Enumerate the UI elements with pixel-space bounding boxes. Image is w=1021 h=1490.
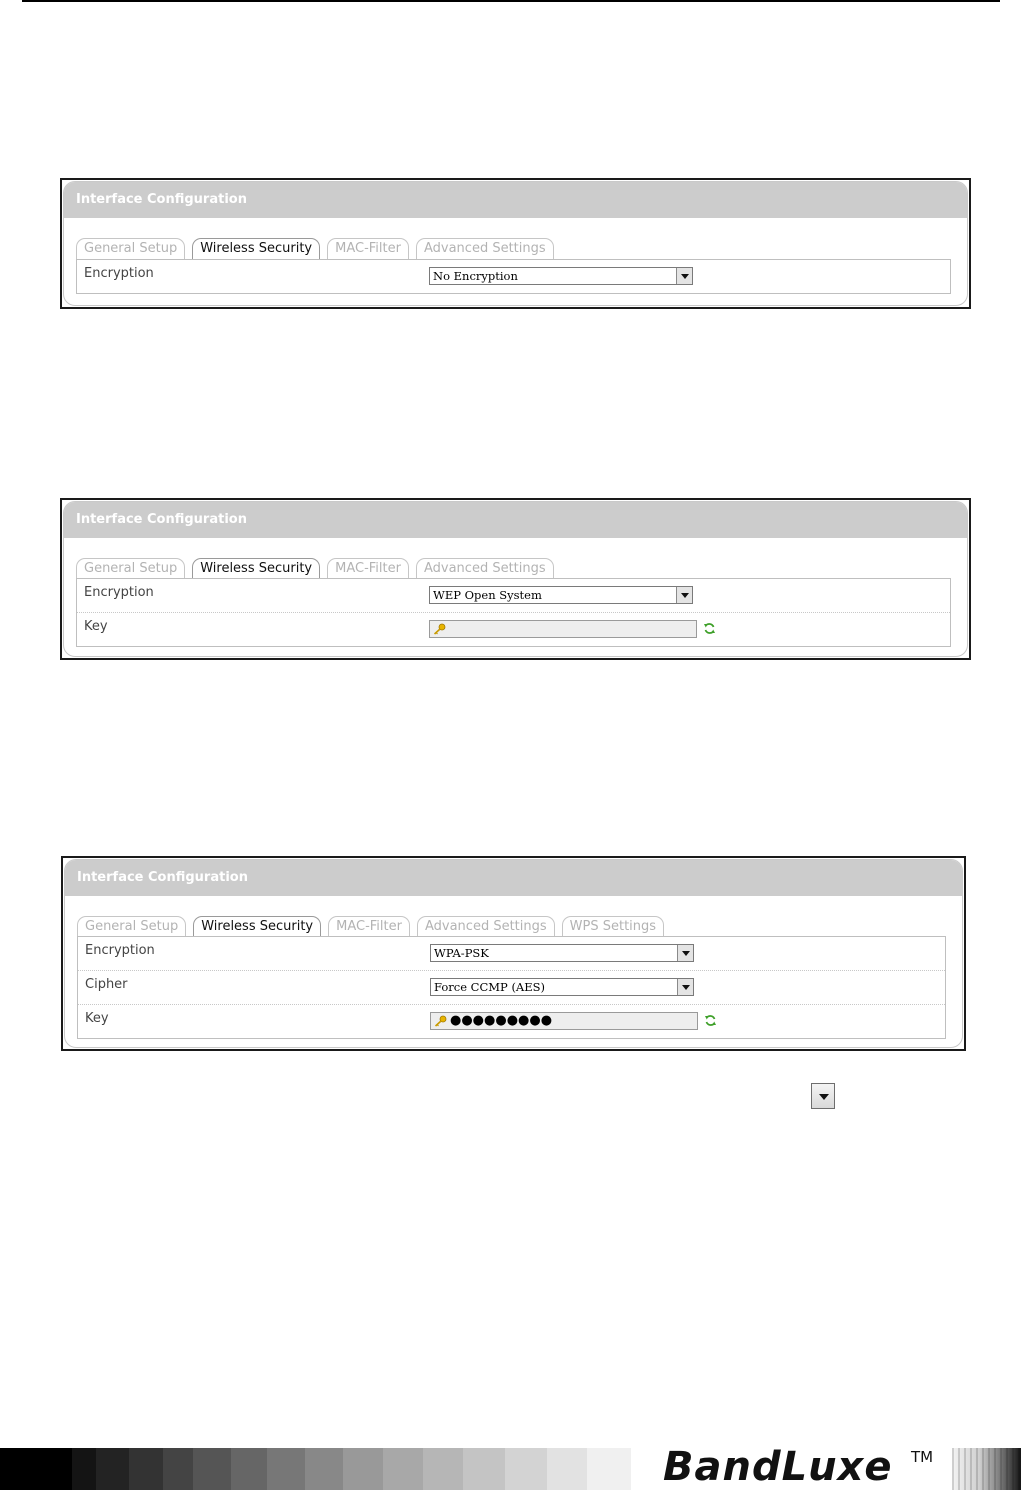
top-rule xyxy=(22,0,1000,2)
tab-mac-filter[interactable]: MAC-Filter xyxy=(328,916,410,937)
bandluxe-logo: BandLuxe xyxy=(663,1444,893,1490)
gray-swatch xyxy=(0,1448,72,1490)
encryption-select[interactable] xyxy=(430,944,694,962)
gray-swatch xyxy=(383,1448,423,1490)
tab-bar xyxy=(76,238,554,260)
panel-title: Interface Configuration xyxy=(64,182,967,218)
tab-mac-filter[interactable]: MAC-Filter xyxy=(327,238,409,259)
key-icon xyxy=(433,623,446,635)
tab-bar xyxy=(77,916,664,938)
footer-gradient-strip xyxy=(952,1448,1021,1490)
interface-config-panel-no-encryption xyxy=(60,178,971,309)
tab-general-setup[interactable]: General Setup xyxy=(76,558,185,579)
panel-title: Interface Configuration xyxy=(65,860,962,896)
encryption-label: Encryption xyxy=(84,266,154,281)
gray-swatch xyxy=(423,1448,463,1490)
chevron-down-icon[interactable] xyxy=(676,268,692,284)
encryption-label: Encryption xyxy=(85,943,155,958)
gray-swatch xyxy=(547,1448,587,1490)
encryption-select[interactable] xyxy=(429,267,693,285)
key-label: Key xyxy=(84,619,108,634)
gray-swatch xyxy=(343,1448,383,1490)
encryption-label: Encryption xyxy=(84,585,154,600)
refresh-icon[interactable] xyxy=(704,1014,717,1027)
gray-swatch xyxy=(72,1448,96,1490)
trademark-symbol: TM xyxy=(911,1448,934,1466)
tab-advanced-settings[interactable]: Advanced Settings xyxy=(416,238,554,259)
gray-swatch xyxy=(505,1448,547,1490)
gray-swatch xyxy=(231,1448,267,1490)
key-row xyxy=(78,1004,945,1038)
form-box xyxy=(76,259,951,294)
tab-advanced-settings[interactable]: Advanced Settings xyxy=(417,916,555,937)
gray-swatch xyxy=(267,1448,305,1490)
cipher-select-value: Force CCMP (AES) xyxy=(434,980,545,994)
tab-advanced-settings[interactable]: Advanced Settings xyxy=(416,558,554,579)
interface-config-panel-wpa-psk xyxy=(61,856,966,1051)
encryption-row xyxy=(78,937,945,970)
gray-swatch xyxy=(305,1448,343,1490)
chevron-down-icon[interactable] xyxy=(677,979,693,995)
gray-swatch xyxy=(463,1448,505,1490)
gray-swatch xyxy=(193,1448,231,1490)
tab-bar xyxy=(76,558,554,580)
tab-wireless-security[interactable]: Wireless Security xyxy=(192,558,320,579)
tab-general-setup[interactable]: General Setup xyxy=(77,916,186,937)
tab-wireless-security[interactable]: Wireless Security xyxy=(192,238,320,259)
interface-config-panel-wep xyxy=(60,498,971,660)
tab-wps-settings[interactable]: WPS Settings xyxy=(562,916,664,937)
gray-swatch xyxy=(163,1448,193,1490)
chevron-down-icon[interactable] xyxy=(676,587,692,603)
encryption-select-value: No Encryption xyxy=(433,269,518,283)
tab-mac-filter[interactable]: MAC-Filter xyxy=(327,558,409,579)
cipher-row xyxy=(78,970,945,1004)
encryption-select-value: WPA-PSK xyxy=(434,946,489,960)
form-box xyxy=(76,578,951,647)
cipher-select[interactable] xyxy=(430,978,694,996)
gray-swatch xyxy=(587,1448,631,1490)
key-input[interactable] xyxy=(429,620,697,638)
key-icon xyxy=(434,1015,447,1027)
key-input[interactable] xyxy=(430,1012,698,1030)
key-row xyxy=(77,612,950,646)
panel-title: Interface Configuration xyxy=(64,502,967,538)
key-value: ●●●●●●●●● xyxy=(450,1013,553,1028)
tab-wireless-security[interactable]: Wireless Security xyxy=(193,916,321,937)
gray-swatch xyxy=(129,1448,163,1490)
gray-swatch xyxy=(96,1448,129,1490)
form-box xyxy=(77,936,946,1039)
encryption-select[interactable] xyxy=(429,586,693,604)
key-label: Key xyxy=(85,1011,109,1026)
cipher-label: Cipher xyxy=(85,977,128,992)
tab-general-setup[interactable]: General Setup xyxy=(76,238,185,259)
chevron-down-icon[interactable] xyxy=(677,945,693,961)
encryption-row xyxy=(77,579,950,612)
encryption-row xyxy=(77,260,950,293)
encryption-select-value: WEP Open System xyxy=(433,588,542,602)
chevron-down-icon xyxy=(811,1083,835,1109)
refresh-icon[interactable] xyxy=(703,622,716,635)
footer-grayscale-bar xyxy=(0,1448,631,1490)
